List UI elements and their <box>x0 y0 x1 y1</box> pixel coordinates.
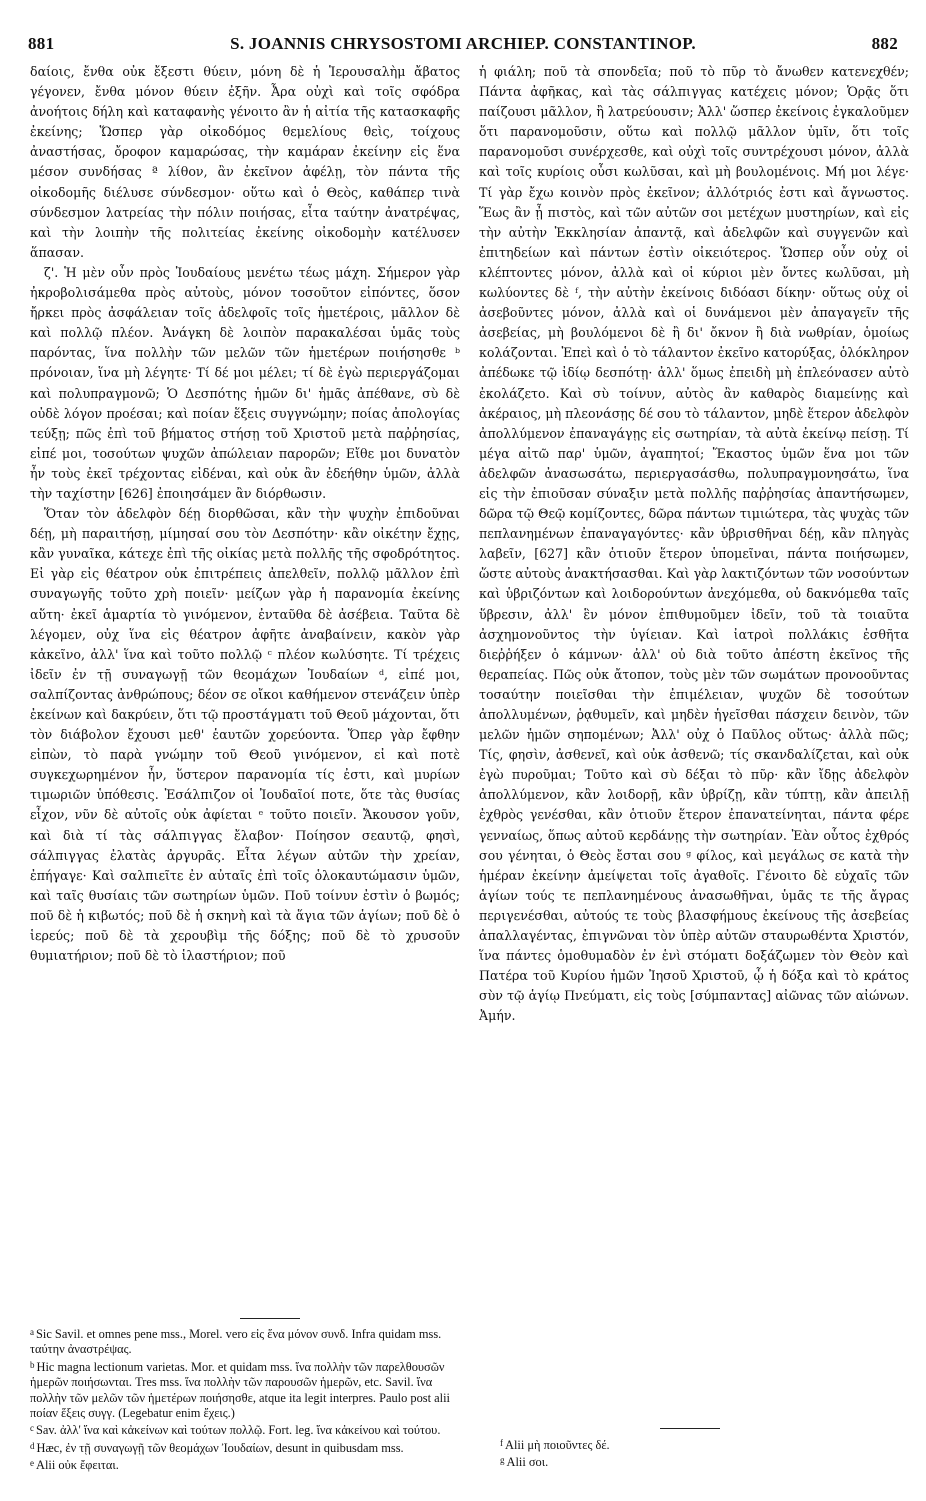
footnote-text: Alii σοι. <box>506 1455 549 1470</box>
running-header <box>28 34 898 58</box>
footnote <box>30 1456 450 1473</box>
paragraph: Ὅταν τὸν ἀδελφὸν δέῃ διορθῶσαι, κἂν τὴν ψυχὴν ἐπιδοῦναι δέῃ, μὴ παραιτήσῃ, μίμησαί σου τὸν Δεσπότην· κἂν οἰκέτην ἔχῃς, κἂν γυναῖκα, κάτεχε ἐπὶ τῆς οἰκίας μετὰ πολλῆς τῆς σφοδρότητος. Εἰ γὰρ εἰς θέατρον οὐκ ἐπιτρέπεις ἀπελθεῖν, πολλῷ μᾶλλον ἐπὶ συναγωγῆς τοῦτο χρὴ ποιεῖν· μείζων γὰρ ἡ παρανομία ἐκείνης αὕτη· ἐκεῖ ἁμαρτία τὸ γινόμενον, ἐνταῦθα δὲ ἀσέβεια. Ταῦτα δὲ λέγομεν, οὐχ ἵνα εἰς θέατρον ἀφῆτε ἀναβαίνειν, κακὸν γὰρ κἀκεῖνο, ἀλλ' ἵνα καὶ τοῦτο πολλῷ ᶜ πλέον κωλύσητε. Τί τρέχεις ἰδεῖν ἐν τῇ συναγωγῇ τῶν θεομάχων Ἰουδαίων ᵈ, εἰπέ μοι, σαλπίζοντας ἀνθρώπους; δέον σε οἴκοι καθήμενον στενάζειν ὑπὲρ ἐκείνων καὶ δακρύειν, ὅτι τῷ προστάγματι τοῦ Θεοῦ μάχονται, ὅτι τὸν διάβολον ἔχουσι μεθ' ἑαυτῶν χορεύοντα. Ὅπερ γὰρ ἔφθην εἰπὼν, τὸ παρὰ γνώμην τοῦ Θεοῦ γινόμενον, εἰ καὶ ποτὲ συγκεχωρημένον ἦν, ὕστερον παρανομία τίς ἐστι, καὶ μυρίων τιμωριῶν ὑπόθεσις. Ἐσάλπιζον οἱ Ἰουδαῖοί ποτε, ὅτε τὰς θυσίας εἶχον, νῦν δὲ αὐτοῖς οὐκ ἀφίεται ᵉ τοῦτο ποιεῖν. Ἄκουσον γοῦν, καὶ διὰ τί τὰς σάλπιγγας ἔλαβον· Ποίησον σεαυτῷ, φησὶ, σάλπιγγας ἐλατὰς ἀργυρᾶς. Εἶτα λέγων αὐτῶν τὴν χρείαν, ἐπήγαγε· Καὶ σαλπιεῖτε ἐν αὐταῖς ἐπὶ τοῖς ὁλοκαυτώμασιν ὑμῶν, καὶ ταῖς θυσίαις τῶν σωτηρίων ὑμῶν. Ποῦ τοίνυν ἐστὶν ὁ βωμός; ποῦ δὲ ἡ κιβωτός; ποῦ δὲ ἡ σκηνὴ καὶ τὰ ἅγια τῶν ἁγίων; ποῦ δὲ ὁ ἱερεύς; ποῦ δὲ τὰ χερουβὶμ τῆς δόξης; ποῦ δὲ τὸ χρυσοῦν θυμιατήριον; ποῦ δὲ τὸ ἱλαστήριον; ποῦ <box>30 506 460 964</box>
footnote-text: Hæc, ἐν τῇ συναγωγῇ τῶν θεομάχων Ἰουδαίων, desunt in quibusdam mss. <box>36 1440 404 1455</box>
footnote <box>30 1358 450 1422</box>
footnote-text: Sav. ἀλλ' ἵνα καὶ κἀκείνων καὶ τούτων πολλῷ. Fort. leg. ἵνα κἀκείνου καὶ τούτου. <box>36 1423 441 1438</box>
paragraph: ζ'. Ἡ μὲν οὖν πρὸς Ἰουδαίους μενέτω τέως μάχη. Σήμερον γὰρ ἠκροβολισάμεθα πρὸς αὐτοὺς, μόνον τοσοῦτον εἰπόντες, ὅσον ἤρκει πρὸς ἀσφάλειαν τοῖς ἀδελφοῖς τοῖς ἡμετέροις, μᾶλλον δὲ καὶ πολλῷ πλέον. Ἀνάγκη δὲ λοιπὸν παρακαλέσαι ὑμᾶς τοὺς παρόντας, ἵνα πολλὴν τῶν μελῶν τῶν ἡμετέρων ποιήσησθε ᵇ πρόνοιαν, ἵνα μὴ λέγητε· Τί δέ μοι μέλει; τί δὲ ἐγὼ περιεργάζομαι καὶ πολυπραγμονῶ; Ὁ Δεσπότης ἡμῶν δι' ἡμᾶς ἀπέθανε, σὺ δὲ οὐδὲ λόγον προέσαι; καὶ ποίαν ἕξεις συγγνώμην; ποίας ἀπολογίας τεύξῃ; πῶς ἐπὶ τοῦ βήματος στήσῃ τοῦ Χριστοῦ μετὰ παῤῥησίας, εἰπέ μοι, τοσούτων ψυχῶν ἀπώλειαν παρορῶν; Εἴθε μοι δυνατὸν ἦν τοὺς ἐκεῖ τρέχοντας εἰδέναι, καὶ οὐκ ἂν ἐδεήθην ὑμῶν, ἀλλὰ τὴν ταχίστην [626] ἐποιησάμεν ἂν διόρθωσιν. <box>30 264 460 501</box>
footnote-mark: d <box>30 1440 35 1451</box>
left-column <box>30 62 460 966</box>
footnote <box>500 1453 920 1470</box>
paragraph: δαίοις, ἔνθα οὐκ ἔξεστι θύειν, μόνη δὲ ἡ Ἱερουσαλὴμ ἄβατος γέγονεν, ἔνθα μόνον θύειν ἐξῆν. Ἆρα οὐχὶ καὶ τοῖς σφόδρα ἀνοήτοις δήλη καὶ καταφανὴς γένοιτο ἂν ἡ αἰτία τῆς κατασκαφῆς ἐκείνης; Ὥσπερ γὰρ οἰκοδόμος θεμελίους θεὶς, τοίχους ἀναστήσας, ὄροφον καμαρώσας, τὴν καμάραν ἐκείνην εἰς ἕνα μέσον συνδήσας ª λίθον, ἂν ἐκεῖνον ἀφέλῃ, τὸν πάντα τῆς οἰκοδομῆς διέλυσε σύνδεσμον· οὕτω καὶ ὁ Θεὸς, καθάπερ τινὰ σύνδεσμον λατρείας τὴν πόλιν ποιήσας, εἶτα ταύτην ἀνατρέψας, καὶ τὴν λοιπὴν τῆς πολιτείας ἐκείνης οἰκοδομὴν κατέλυσεν ἅπασαν. <box>30 64 460 260</box>
footnote-text: Alii οὐκ ἔφειται. <box>36 1458 119 1473</box>
footnote-text: Alii μὴ ποιοῦντες δέ. <box>505 1438 610 1452</box>
footnote <box>30 1325 450 1358</box>
footnote <box>30 1421 450 1438</box>
footnote-divider-left <box>240 1318 300 1319</box>
footnote-mark: c <box>30 1423 34 1434</box>
running-title: S. JOANNIS CHRYSOSTOMI ARCHIEP. CONSTANTINOP. <box>230 34 696 53</box>
footnote <box>500 1436 920 1453</box>
footnotes-left <box>30 1325 450 1474</box>
footnote-mark: b <box>30 1359 35 1370</box>
footnote-mark: f <box>500 1438 503 1448</box>
footnote-mark: a <box>30 1327 34 1337</box>
footnote-mark: e <box>30 1458 34 1469</box>
paragraph: ἡ φιάλη; ποῦ τὰ σπονδεῖα; ποῦ τὸ πῦρ τὸ ἄνωθεν κατενεχθέν; Πάντα ἀφῆκας, καὶ τὰς σάλπιγγας κατέχεις μόνον; Ὁρᾷς ὅτι παίζουσι μᾶλλον, ἢ λατρεύουσιν; Ἀλλ' ὥσπερ ἐκείνοις ἐγκαλοῦμεν ὅτι παρανομοῦσιν, οὕτω καὶ πολλῷ μᾶλλον ὑμῖν, ὅτι τοῖς παρανομοῦσι συνέρχεσθε, καὶ οὐχὶ τοῖς συντρέχουσι μόνον, ἀλλὰ καὶ τοῖς κυρίοις οὖσι κωλῦσαι, καὶ μὴ βουλομένοις. Μή μοι λέγε· Τί γὰρ ἔχω κοινὸν πρὸς ἐκεῖνον; ἀλλότριός ἐστι καὶ ἄγνωστος. Ἕως ἂν ᾖ πιστὸς, καὶ τῶν αὐτῶν σοι μετέχων μυστηρίων, καὶ εἰς τὴν αὐτὴν Ἐκκλησίαν ἀπαντᾷ, καὶ ἀδελφῶν καὶ συγγενῶν καὶ ἐπιτηδείων καὶ πάντων ἐστὶν οἰκειότερος. Ὥσπερ οὖν οὐχ οἱ κλέπτοντες μόνον, ἀλλὰ καὶ οἱ κύριοι μὲν ὄντες κωλῦσαι, μὴ κωλύοντες δὲ ᶠ, τὴν αὐτὴν ἐκείνοις διδόασι δίκην· οὕτως οὐχ οἱ ἀσεβοῦντες μόνον, ἀλλὰ καὶ οἱ δυνάμενοι μὲν ἀπαγαγεῖν τῆς ἀσεβείας, μὴ βουλόμενοι δὲ ἢ δι' ὄκνον ἢ διὰ νωθρίαν, ὁμοίως κολάζονται. Ἐπεὶ καὶ ὁ τὸ τάλαντον ἐκεῖνο κατορύξας, ὁλόκληρον ἀπέδωκε τῷ ἰδίῳ δεσπότῃ· ἀλλ' ὅμως ἐπειδὴ μὴ ἐπλεόνασεν αὐτὸ ἐκολάζετο. Καὶ σὺ τοίνυν, αὐτὸς ἂν καθαρὸς διαμείνῃς καὶ ἀκέραιος, μὴ πλεονάσῃς δέ σου τὸ τάλαντον, μηδὲ ἕτερον ἀδελφὸν ἀπολλύμενον ἐπαναγάγῃς εἰς σωτηρίαν, τὰ αὐτὰ ἐκείνῳ πείσῃ. Τί μέγα αἰτῶ παρ' ὑμῶν, ἀγαπητοί; Ἕκαστος ὑμῶν ἕνα μοι τῶν ἀδελφῶν ἀνασωσάτω, περιεργασάσθω, πολυπραγμονησάτω, ἵνα εἰς τὴν ἐπιοῦσαν σύναξιν μετὰ πολλῆς παῤῥησίας ἀπαντήσωμεν, δῶρα τῷ Θεῷ κομίζοντες, δῶρα πάντων τιμιώτερα, τὰς ψυχὰς τῶν πεπλανημένων ἐπαναγαγόντες· κἂν ὑβρισθῆναι δέῃ, κἂν πληγὰς λαβεῖν, [627] κἂν ὁτιοῦν ἕτερον ὑπομεῖναι, πάντα ποιήσωμεν, ὥστε αὐτοὺς ἀνακτήσασθαι. Καὶ γὰρ λακτιζόντων τῶν νοσούντων καὶ ὑβριζόντων καὶ λοιδορούντων ἀνεχόμεθα, οὐ δακνόμεθα ταῖς ὕβρεσιν, ἀλλ' ἓν μόνον ἐπιθυμοῦμεν ἰδεῖν, τοῦ τὰ τοιαῦτα ἀσχημονοῦντος τὴν ὑγίειαν. Καὶ ἰατροὶ πολλάκις ἐσθῆτα διεῤῥήξεν ὁ κάμνων· ἀλλ' οὐ διὰ τοῦτο ἀπέστη ἐκεῖνος τῆς θεραπείας. Πῶς οὐκ ἄτοπον, τοὺς μὲν τῶν σωμάτων προνοοῦντας τοσαύτην ποιεῖσθαι τὴν ἐπιμέλειαν, ψυχῶν δὲ τοσούτων ἀπολλυμένων, ῥᾳθυμεῖν, καὶ μηδὲν ἡγεῖσθαι πάσχειν δεινὸν, τῶν μελῶν ἡμῶν σηπομένων; Ἀλλ' οὐχ ὁ Παῦλος οὕτως· ἀλλὰ πῶς; Τίς, φησὶν, ἀσθενεῖ, καὶ οὐκ ἀσθενῶ; τίς σκανδαλίζεται, καὶ οὐκ ἐγὼ πυροῦμαι; Τοῦτο καὶ σὺ δέξαι τὸ πῦρ· κἂν ἴδῃς ἀδελφὸν ἀπολλύμενον, κἂν λοιδορῇ, κἂν ὑβρίζῃ, κἂν τύπτῃ, κἂν ἀπειλῇ ἐχθρὸς γενέσθαι, κἂν ὁτιοῦν ἕτερον ἐπανατείνηται, πάντα φέρε γενναίως, ὅπως αὐτοῦ κερδάνῃς τὴν σωτηρίαν. Ἐὰν οὗτος ἐχθρός σου γένηται, ὁ Θεὸς ἔσται σου ᵍ φίλος, καὶ μεγάλως σε κατὰ τὴν ἡμέραν ἐκείνην ἀμείψεται τοῖς ἀγαθοῖς. Γένοιτο δὲ εὐχαῖς τῶν ἁγίων τούς τε πεπλανημένους ἀνασωθῆναι, ὑμᾶς τε τῆς ἄγρας περιγενέσθαι, αὐτούς τε τοὺς βλασφήμους ἐκείνους τῆς ἀσεβείας ἀπαλλαγέντας, ἐπιγνῶναι τὸν ὑπὲρ αὐτῶν σταυρωθέντα Χριστόν, ἵνα πάντες ὁμοθυμαδὸν ἐν ἑνὶ στόματι δοξάζωμεν τὸν Θεὸν καὶ Πατέρα τοῦ Κυρίου ἡμῶν Ἰησοῦ Χριστοῦ, ᾧ ἡ δόξα καὶ τὸ κράτος σὺν τῷ ἁγίῳ Πνεύματι, εἰς τοὺς [σύμπαντας] αἰῶνας τῶν αἰώνων. Ἀμήν. <box>479 64 909 1024</box>
footnote-mark: g <box>500 1455 505 1466</box>
footnote-text: Hic magna lectionum varietas. Mor. et quidam mss. ἵνα πολλὴν τῶν παρελθουσῶν ἡμερῶν ποιήσωνται. Tres mss. ἵνα πολλὴν τῶν παρουσῶν ἡμερῶν, etc. Savil. ἵνα πολλὴν τῶν μελῶν τῶν ἡμετέρων ποιήσησθε, atque ita legit interpres. Paulo post alii ποίαν ἕξεις συγγ. (Legebatur enim ἔχεις.) <box>30 1359 450 1421</box>
footnote-text: Sic Savil. et omnes pene mss., Morel. vero εἰς ἕνα μόνον συνδ. Infra quidam mss. ταύτην ἀναστρέψας. <box>30 1327 442 1357</box>
page-number-left: 881 <box>28 34 55 53</box>
page-number-right: 882 <box>871 34 898 53</box>
footnote <box>30 1439 450 1456</box>
footnotes-right <box>500 1436 920 1471</box>
footnote-divider-right <box>660 1428 720 1429</box>
right-column <box>479 62 909 1027</box>
